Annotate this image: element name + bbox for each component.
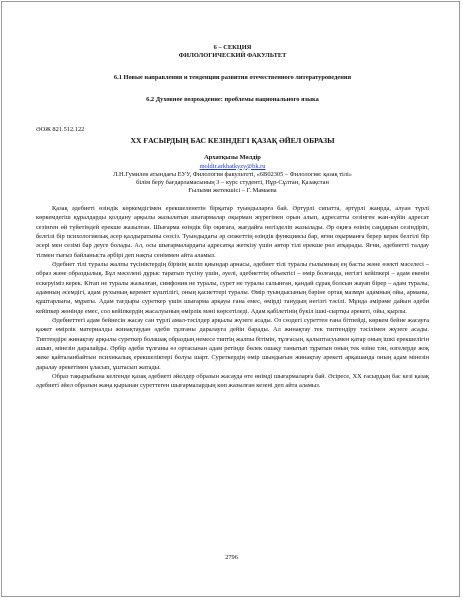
author-name: Архатқызы Мөлдір xyxy=(204,154,261,162)
affiliation-line-1: Л.Н.Гумилев атындағы ЕУУ, Филология факультеті, «6В02305 – Филология: қазақ тілі» xyxy=(113,170,352,178)
body-paragraph-2: Әдебиет тілі туралы жалпы түсініктердің бірінің келіп қиындар арнасы, әдебиет тілі туралы ғылымның ең басты және өзекті мәселесі – образ және образдылық. Бұл мәселені дұрыс таратып түсіну үшін, әуелі, әдебиеттің объектісі – өмір болғанда, негізгі кейіпкері – адам екенін ескеруіміз керек. Кітап не туралы жазылған, симфония не туралы, сурет не туралы салынған, қандай сұрақ болсын жауап бірер – адам туралы, адамның әсемдігі, адам рухының керемет күштілігі, оның қасиеттері туралы. Өмір туындысының бәріне ортақ мазмұн адамның ойы, арманы, құштарлығы, мұраты. Адам тағдыры суреткер үшін шығарма арқауы ғана емес, өмірді танудың негізгі тәсілі. Мұнда әмірәме дайын әдеби кейіпкер жөнінде емес, сол кейіпкердің жасалуының өмірлік мәні көрсетіледі. Адам қабілетінің бүкіл ішкі-сыртқы әрекеті, ойы, қырлы. xyxy=(36,261,429,315)
subsection-heading-1: 6.1 Новые направления и тенденции развития отечественного литературоведения xyxy=(113,74,352,82)
page-number: 2796 xyxy=(225,554,238,561)
author-email-line xyxy=(36,163,429,171)
udk-code: ӘОЖ 821.512.122 xyxy=(36,126,85,134)
faculty-heading: ФИЛОЛОГИЧЕСКИЙ ФАКУЛЬТЕТ xyxy=(178,52,287,60)
section-number: 6 – СЕКЦИЯ xyxy=(213,44,252,51)
subsection-heading-2: 6.2 Духовное возрождение: проблемы национального языка xyxy=(146,96,319,104)
body-paragraph-3: Әдебиеттегі адам бейнесін жасау сан түрлі амал-тәсілдер арқылы жүзеге асады. Оз сөздегі суреттен ғана бітпейді, көркем бейне жасауға қажет өмірлік материалды жинақтаудан әдеби тұлғаны даралауға дейін барады. Ал жинақтау тек типтендіру тәсілімен жүзеге асады. Типтендіре жинақтау арқылы суреткер болашақ образдың немесе типтің жалпы бітімін, тұлғасын, қалыптасуымен қатар оның ішкі ерекшелігін ашып, мінезін даралайды. Әрбір әдеби тұлғаны өз ортасынан адам ретінде бөлек ошақу танытып тұратын оның тек өзіне тән, өзгелерде жоқ жеке қайталанбайтын психикалық ерекшеліктері болуы шарт. Суреткердің өмір шындығын жинақтау әрекеті арқашанда оның адам мінезін даралау әрекетімен ұласып, ұштасып жатады. xyxy=(36,317,429,371)
body-paragraph-4: Образ тақырыбына келгенде қазақ әдебиеті әйелдер образын жасауда өте өнімді шығармаларға бай. Әсіресе, ХХ ғасырдың бас кезі қазақ әдебиеті әйел образын жаңа қырынан суреттеген шығармалардың көп жазылған кезені деп айта аламыз. xyxy=(36,373,429,390)
article-body xyxy=(36,204,429,391)
affiliation-line-2: білім беру бағдарламасының 3 – курс студенті, Нұр-Сұлтан, Қазақстан xyxy=(136,178,329,186)
author-email-link[interactable]: moldir.arkhatkyzy@bk.ru xyxy=(199,162,266,170)
supervisor-line: Ғылыми жетекшісі – Г. Мамаева xyxy=(188,186,277,194)
article-title: ХХ ҒАСЫРДЫҢ БАС КЕЗІНДЕГІ ҚАЗАҚ ӘЙЕЛ ОБРАЗЫ xyxy=(130,136,335,146)
body-paragraph-1: Қазақ әдебиеті өзіндік көркемдігімен ерекшеленетін бірқатар туындыларға бай. Әртүрлі сипатта, әртүрлі жанрда, алуан түрлі көркемдегіш құралдарды қолдану арқылы жазылатын шығармалар оқырман жүрегімен орын алып, адресатты сезінген жан-күйін адресат сезінген өй түйетіндей ерекше жазылған. Шығарма өзіндік бір оқиғаға, жағдайға негізделіп жазылады. Әр оқиға өзінің саңдарын сезіндіріп, белгілі бір психологиялық әсер қалдыратыны сөзсіз. Туындыдағы әр сюжеттің өзіндік функциясы бар, яғни оқырманға берер керек белгілі бір әсері мен сезімі бар деуге болады. Ал, осы шығармалардағы адресатқа жеткізу үшін автор тілі ерекше рөл атқарады. Яғни, әдебиетті талдау тілмен тығыз байланыста әрбірі деп нақты сеніммен айта аламыз. xyxy=(36,204,429,259)
